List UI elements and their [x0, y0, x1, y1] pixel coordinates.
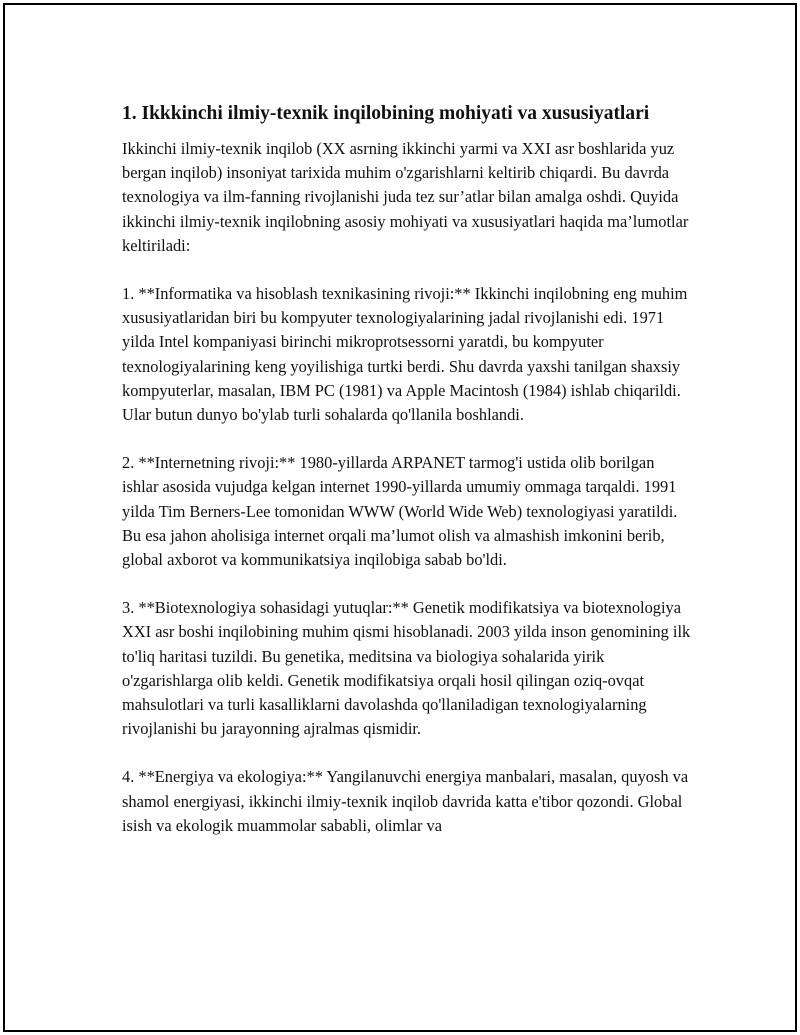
document-page — [3, 3, 797, 1032]
document-title: 1. Ikkkinchi ilmiy-texnik inqilobining mohiyati va xususiyatlari — [122, 103, 650, 124]
paragraph-biotexnologiya: 3. **Biotexnologiya sohasidagi yutuqlar:** Genetik modifikatsiya va biotexnologiya XXI asr boshi inqilobining muhim qismi hisoblanadi. 2003 yilda inson genomining ilk to'liq haritasi tuzildi. Bu genetika, meditsina va biologiya sohalarida yirik o'zgarishlarga olib keldi. Genetik modifikatsiya orqali hosil qilingan oziq-ovqat mahsulotlari va turli kasalliklarni davolashda qo'llaniladigan texnologiyalarning rivojlanishi bu jarayonning ajralmas qismidir. — [122, 598, 691, 739]
paragraph-internet: 2. **Internetning rivoji:** 1980-yillarda ARPANET tarmog'i ustida olib borilgan ishlar asosida vujudga kelgan internet 1990-yillarda umumiy ommaga tarqaldi. 1991 yilda Tim Berners-Lee tomonidan WWW (World Wide Web) texnologiyasi yaratildi. Bu esa jahon aholisiga internet orqali ma’lumot olish va almashish imkonini berib, global axborot va kommunikatsiya inqilobiga sabab bo'ldi. — [122, 453, 678, 570]
intro-paragraph: Ikkinchi ilmiy-texnik inqilob (XX asrning ikkinchi yarmi va XXI asr boshlarida yuz bergan inqilob) insoniyat tarixida muhim o'zgarishlarni keltirib chiqardi. Bu davrda texnologiya va ilm-fanning rivojlanishi juda tez sur’atlar bilan amalga oshdi. Quyida ikkinchi ilmiy-texnik inqilobning asosiy mohiyati va xususiyatlari haqida ma’lumotlar keltiriladi: — [122, 139, 689, 255]
document-body — [122, 100, 692, 862]
paragraph-informatika: 1. **Informatika va hisoblash texnikasining rivoji:** Ikkinchi inqilobning eng muhim xususiyatlaridan biri bu kompyuter texnologiyalarining jadal rivojlanishi edi. 1971 yilda Intel kompaniyasi birinchi mikroprotsessorni yaratdi, bu kompyuter texnologiyalarining keng yoyilishiga turtki berdi. Shu davrda yaxshi tanilgan shaxsiy kompyuterlar, masalan, IBM PC (1981) va Apple Macintosh (1984) ishlab chiqarildi. Ular butun dunyo bo'ylab turli sohalarda qo'llanila boshlandi. — [122, 284, 688, 425]
paragraph-energiya: 4. **Energiya va ekologiya:** Yangilanuvchi energiya manbalari, masalan, quyosh va shamol energiyasi, ikkinchi ilmiy-texnik inqilob davrida katta e'tibor qozondi. Global isish va ekologik muammolar sababli, olimlar va — [122, 767, 689, 835]
